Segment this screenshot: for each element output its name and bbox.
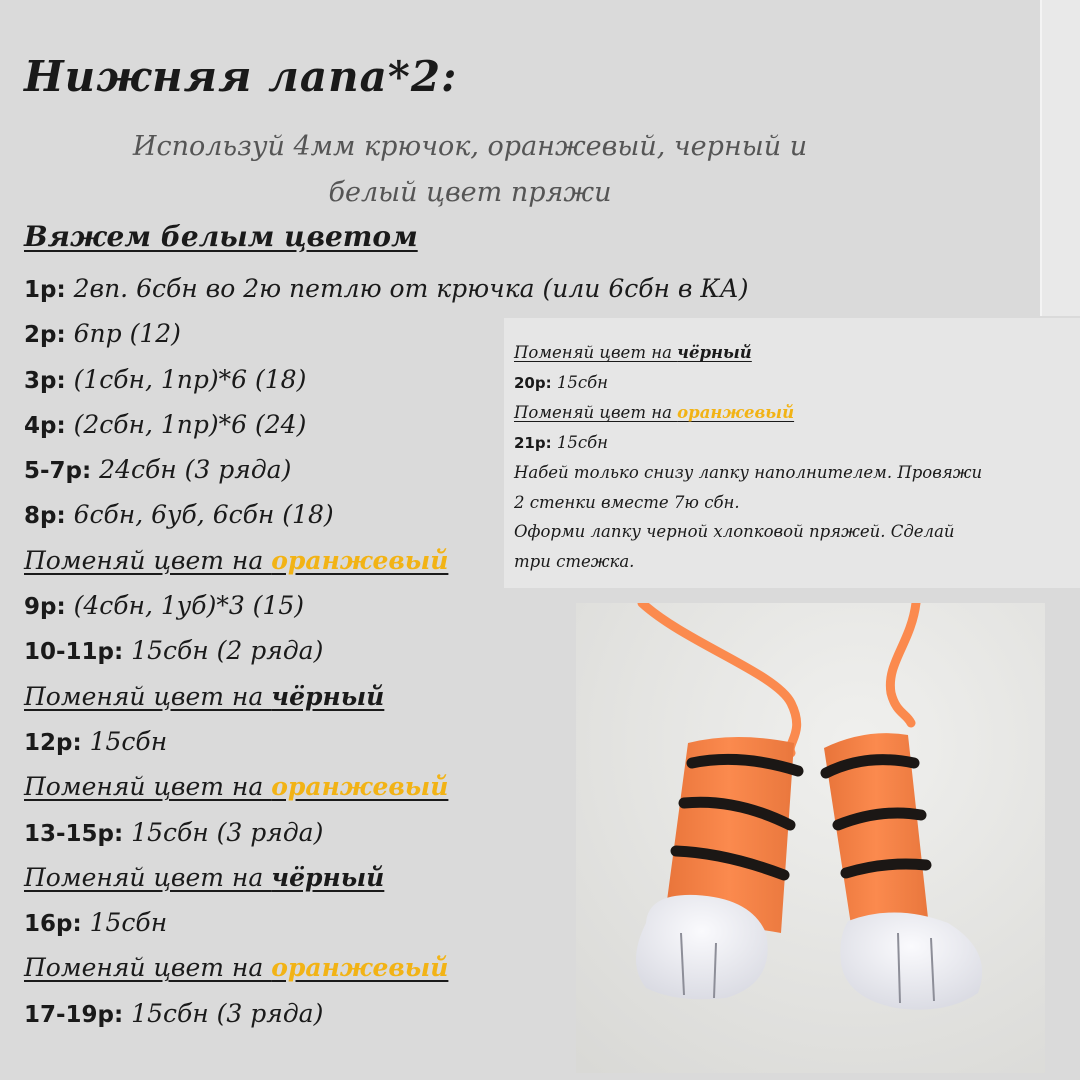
change-prefix: Поменяй цвет на	[24, 681, 272, 711]
row-text: 2вп. 6сбн во 2ю петлю от крючка (или 6сбн в КА)	[65, 274, 749, 303]
change-prefix: Поменяй цвет на	[24, 545, 272, 575]
row-label: 3р:	[24, 367, 66, 394]
instruction-line: 2 стенки вместе 7ю сбн.	[514, 492, 740, 512]
instruction-line: Оформи лапку черной хлопковой пряжей. Сделай	[514, 522, 955, 541]
color-word: чёрный	[271, 862, 385, 892]
subtitle-line: белый цвет пряжи	[328, 177, 612, 208]
change-prefix: Поменяй цвет на	[24, 953, 272, 983]
crochet-paws-illustration	[576, 603, 1045, 1073]
row-label: 4р:	[24, 412, 66, 439]
row-text: 15сбн	[81, 726, 168, 756]
row-text: (4сбн, 1уб)*3 (15)	[65, 591, 304, 621]
row-label: 10-11р:	[24, 639, 124, 666]
subtitle-line: Используй 4мм крючок, оранжевый, черный и	[132, 131, 808, 162]
change-prefix: Поменяй цвет на	[24, 772, 272, 802]
row-label: 20р:	[514, 373, 552, 392]
instruction-line: Набей только снизу лапку наполнителем. Провяжи	[514, 463, 983, 482]
color-word: чёрный	[677, 343, 752, 362]
continuation-card	[504, 318, 1080, 588]
row-text: 15сбн	[81, 908, 168, 938]
change-prefix: Поменяй цвет на	[514, 343, 678, 362]
row-label: 1р:	[24, 277, 66, 303]
color-change-line	[514, 398, 1074, 428]
color-word: чёрный	[271, 681, 385, 711]
change-prefix: Поменяй цвет на	[514, 403, 678, 422]
row-text: 15сбн (2 ряда)	[123, 636, 324, 666]
color-word: оранжевый	[677, 403, 795, 422]
row-label: 8р:	[24, 503, 66, 530]
edge-strip	[1040, 0, 1080, 316]
crochet-paws-photo	[576, 603, 1045, 1073]
row-text: (2сбн, 1пр)*6 (24)	[65, 409, 307, 439]
row-text: 6пр (12)	[65, 319, 181, 349]
row-label: 16р:	[24, 911, 82, 938]
row-text: 15сбн	[551, 372, 609, 392]
color-word: оранжевый	[271, 545, 449, 575]
row-text: 24сбн (3 ряда)	[91, 455, 292, 485]
row-text: 15сбн (3 ряда)	[123, 817, 324, 847]
row-label: 21р:	[514, 433, 552, 452]
row-label: 17-19р:	[24, 1001, 124, 1028]
row-label: 9р:	[24, 594, 66, 621]
row-label: 12р:	[24, 729, 82, 756]
change-prefix: Поменяй цвет на	[24, 862, 272, 892]
color-change-line	[514, 338, 1074, 368]
color-word: оранжевый	[271, 772, 449, 802]
row-label: 13-15р:	[24, 820, 124, 847]
row-text: 15сбн (3 ряда)	[123, 998, 324, 1028]
color-word: оранжевый	[271, 953, 449, 983]
row-text: 6сбн, 6уб, 6сбн (18)	[65, 500, 334, 530]
page-title: Нижняя лапа*2:	[24, 52, 458, 101]
instruction-line: три стежка.	[514, 551, 635, 571]
row-text: 15сбн	[551, 432, 609, 452]
materials-subtitle	[60, 124, 880, 216]
row-text: (1сбн, 1пр)*6 (18)	[65, 364, 307, 394]
row-label: 5-7р:	[24, 458, 92, 485]
row-label: 2р:	[24, 322, 66, 349]
pattern-row	[24, 266, 904, 311]
section-heading: Вяжем белым цветом	[24, 220, 418, 253]
pattern-row	[514, 428, 1074, 459]
pattern-row	[514, 368, 1074, 399]
